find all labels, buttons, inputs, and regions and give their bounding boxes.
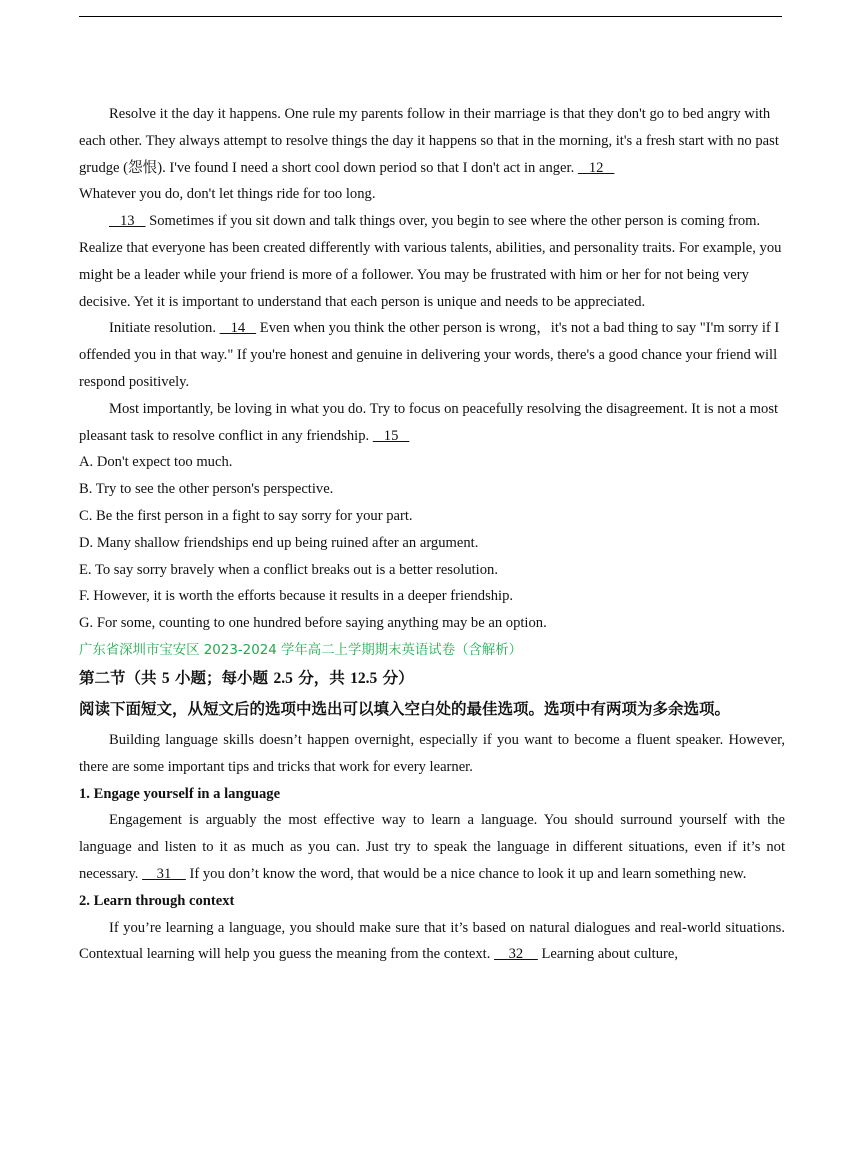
passage-2-paragraph-2-tail: Learning about culture,	[537, 946, 679, 963]
blank-32[interactable]: 32	[494, 946, 538, 963]
document-page	[79, 101, 785, 968]
blank-31[interactable]: 31	[142, 865, 186, 882]
paragraph-3-lead: Initiate resolution.	[109, 320, 220, 337]
option-e: E. To say sorry bravely when a conflict breaks out is a better resolution.	[79, 561, 498, 578]
paragraph-3-text: Even when you think the other person is wrong，it's not a bad thing to say "I'm sorry if I offended you in that way." If you're honest and genuine in delivering your words, there's a good chance your friend will respond positively.	[79, 320, 780, 390]
blank-14[interactable]: 14	[219, 320, 257, 337]
paragraph-1-text: Resolve it the day it happens. One rule my parents follow in their marriage is that they don't go to bed angry with each other. They always attempt to resolve things the day it happens so that in the morning, it's a fresh start with no past grudge (怨恨). I've found I need a short cool down period so that I don't act in anger.	[79, 106, 779, 176]
option-b: B. Try to see the other person's perspective.	[79, 481, 334, 498]
option-c: C. Be the first person in a fight to say sorry for your part.	[79, 507, 413, 524]
paragraph-2	[79, 208, 785, 315]
passage-2-intro: Building language skills doesn’t happen overnight, especially if you want to become a fluent speaker. However, there are some important tips and tricks that work for every learner.	[79, 731, 785, 775]
option-g: G. For some, counting to one hundred before saying anything may be an option.	[79, 615, 547, 632]
paragraph-4-text: Most importantly, be loving in what you do. Try to focus on peacefully resolving the disagreement. It is not a most pleasant task to resolve conflict in any friendship.	[79, 400, 779, 444]
section-title: 第二节（共 5 小题；每小题 2.5 分，共 12.5 分）	[79, 668, 414, 687]
source-link[interactable]: 广东省深圳市宝安区 2023-2024 学年高二上学期期末英语试卷（含解析）	[79, 642, 523, 658]
passage-2-paragraph-1	[79, 807, 785, 887]
header-rule	[79, 16, 782, 17]
passage-2-paragraph-1-text: Engagement is arguably the most effective way to learn a language. You should surround yourself with the language and listen to it as much as you can. Just try to speak the language in different situations, even if it’s not necessary.	[79, 812, 785, 882]
option-f: F. However, it is worth the efforts because it results in a deeper friendship.	[79, 588, 514, 605]
paragraph-2-text: Sometimes if you sit down and talk things over, you begin to see where the other person is coming from. Realize that everyone has been created differently with various talents, abilities, and personality traits. For example, you might be a leader while your friend is more of a follower. You may be frustrated with him or her for not being very decisive. Yet it is important to understand that each person is unique and needs to be appreciated.	[79, 213, 782, 310]
passage-2-paragraph-2-text: If you’re learning a language, you should make sure that it’s based on natural dialogues and real-world situations. Contextual learning will help you guess the meaning from the context.	[79, 919, 785, 963]
paragraph-1-tail: Whatever you do, don't let things ride for too long.	[79, 186, 376, 203]
paragraph-1	[79, 101, 785, 208]
passage-2-paragraph-1-tail: If you don’t know the word, that would be a nice chance to look it up and learn something new.	[185, 865, 747, 882]
heading-2: 2. Learn through context	[79, 892, 235, 909]
blank-12[interactable]: 12	[577, 159, 615, 176]
paragraph-3	[79, 315, 785, 395]
passage-2-paragraph-2	[79, 915, 785, 969]
blank-13[interactable]: 13	[109, 213, 146, 230]
options-list	[79, 449, 785, 637]
option-a: A. Don't expect too much.	[79, 454, 233, 471]
blank-15[interactable]: 15	[372, 427, 410, 444]
paragraph-4	[79, 396, 785, 450]
heading-1: 1. Engage yourself in a language	[79, 785, 281, 802]
option-d: D. Many shallow friendships end up being ruined after an argument.	[79, 534, 479, 551]
section-instructions: 阅读下面短文，从短文后的选项中选出可以填入空白处的最佳选项。选项中有两项为多余选项。	[79, 699, 731, 718]
